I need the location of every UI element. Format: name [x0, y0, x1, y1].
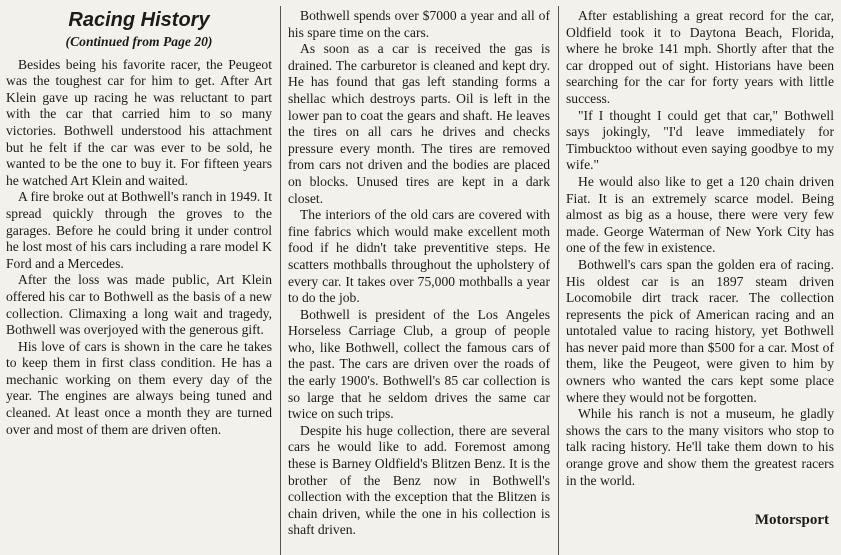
column-divider — [280, 6, 281, 555]
paragraph: Bothwell's cars span the golden era of racing. His oldest car is an 1897 steam driven Locomobile dirt track racer. The collection represents the pick of American racing and an untotaled value to racing history, yet Bothwell has never paid more than $500 for a car. Most of them, like the Peugeot, were given to him by owners who wanted the cars kept some place where they would not be forgotten. — [566, 256, 834, 405]
article-column-2 — [288, 8, 550, 555]
paragraph: Besides being his favorite racer, the Peugeot was the toughest car for him to get. After Art Klein gave up racing he was reluctant to part with the car that carried him to so many victories. Bothwell understood his attachment but he felt if the car was ever to be sold, he wanted to be the one to buy it. For fifteen years he watched Art Klein and waited. — [6, 56, 272, 188]
article-subtitle: (Continued from Page 20) — [65, 34, 213, 49]
source-credit: Motorsport — [754, 512, 829, 528]
paragraph: A fire broke out at Bothwell's ranch in 1949. It spread quickly through the groves to the garages. Before he could bring it under control he lost most of his cars including a rare model K Ford and a Mercedes. — [6, 189, 272, 271]
paragraph: He would also like to get a 120 chain driven Fiat. It is an extremely scarce model. Being almost as big as a house, there were very few made. George Waterman of New York City has one of the few in existence. — [566, 173, 834, 256]
paragraph: Bothwell spends over $7000 a year and all of his spare time on the cars. — [288, 8, 550, 40]
article-title: Racing History — [68, 9, 210, 31]
paragraph: After the loss was made public, Art Klein offered his car to Bothwell as the basis of a new collection. Climaxing a long wait and tragedy, Bothwell was overjoyed with the generous gift. — [6, 272, 272, 338]
paragraph: His love of cars is shown in the care he takes to keep them in first class condition. He has a mechanic working on them every day of the year. The engines are always being tuned and cleaned. At least once a month they are turned over and most of them are driven often. — [6, 338, 272, 437]
paragraph: While his ranch is not a museum, he gladly shows the cars to the many visitors who stop to talk racing history. He'll take them down to his orange grove and show them the greatest racers in the world. — [566, 406, 834, 488]
paragraph: After establishing a great record for the car, Oldfield took it to Daytona Beach, Florida, where he broke 141 mph. Shortly after that the car dropped out of sight. Historians have been searching for the car for forty years with little success. — [566, 8, 834, 106]
paragraph: Bothwell is president of the Los Angeles Horseless Carriage Club, a group of people who, like Bothwell, collect the famous cars of the past. The cars are driven over the roads of the early 1900's. Bothwell's 85 car collection is so large that he seldom drives the same car twice on such trips. — [288, 306, 550, 422]
paragraph: Despite his huge collection, there are several cars he would like to add. Foremost among these is Barney Oldfield's Blitzen Benz. It is the brother of the Benz now in Bothwell's collection with the exception that the Blitzen is chain driven, while the one in his collection is shaft driven. — [288, 422, 550, 538]
article-column-1 — [6, 8, 272, 555]
paragraph: The interiors of the old cars are covered with fine fabrics which would make excellent moth food if he didn't take preventitive steps. He scatters mothballs throughout the upholstery of every car. It takes over 75,000 mothballs a year to do the job. — [288, 207, 550, 306]
paragraph: As soon as a car is received the gas is drained. The carburetor is cleaned and kept dry. He has found that gas left standing forms a shellac which destroys parts. Oil is left in the lower pan to coat the gears and shaft. He leaves the tires on all cars he drives and checks pressure every month. The tires are removed from cars not driven and the bodies are placed on blocks. Unused tires are kept in a dark closet. — [288, 41, 550, 206]
paragraph: "If I thought I could get that car," Bothwell says jokingly, "I'd leave immediately for Timbucktoo without even saying goodbye to my wife." — [566, 107, 834, 173]
article-column-3 — [566, 8, 834, 555]
column-divider — [558, 6, 559, 555]
